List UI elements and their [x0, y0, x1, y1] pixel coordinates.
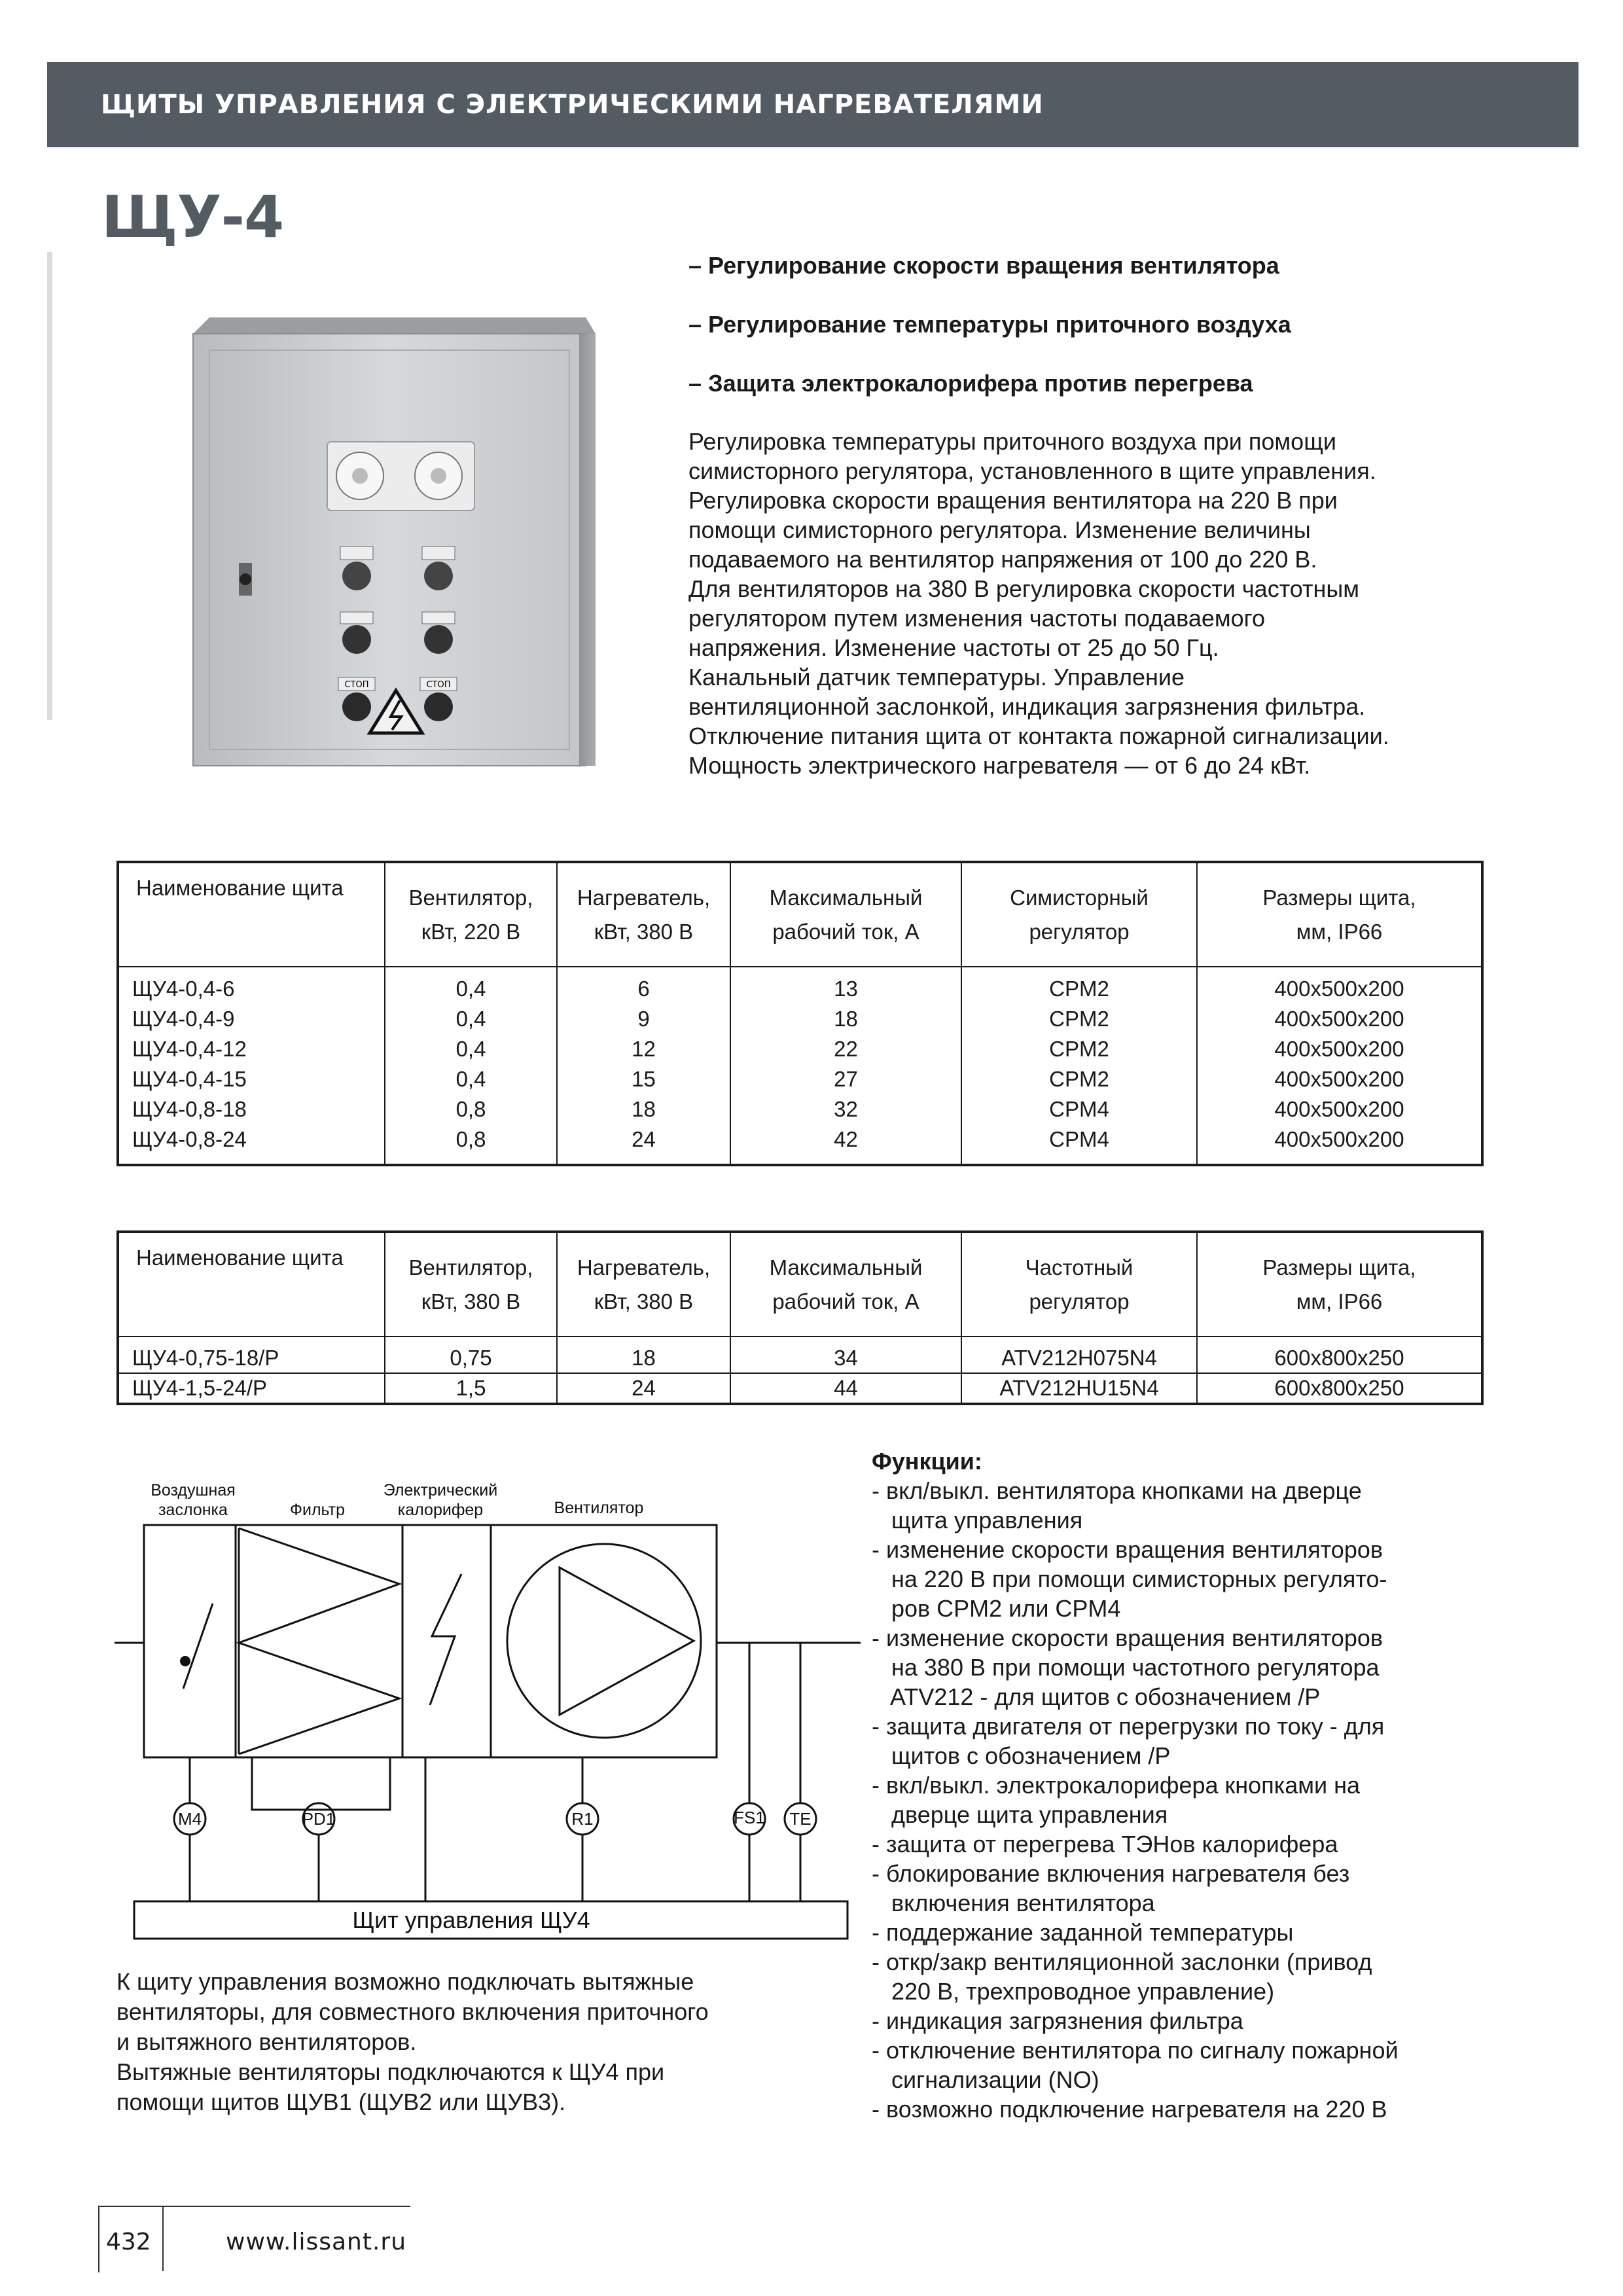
description-line: помощи симисторного регулятора. Изменение величины [688, 516, 1311, 543]
description-line: Канальный датчик температуры. Управление [688, 664, 1185, 691]
bullet-item: – Регулирование температуры приточного воздуха [688, 311, 1291, 338]
function-line: - изменение скорости вращения вентиляторов [872, 1536, 1383, 1563]
col-header-current: Максимальный рабочий ток, А [730, 862, 961, 967]
label-heater: калорифер [397, 1501, 484, 1519]
table-row: ЩУ4-0,8-24 0,8 24 42 CPM4 400x500x200 [118, 1124, 1482, 1165]
note-line: вентиляторы, для совместного включения приточного [116, 1998, 709, 2025]
table-row: ЩУ4-1,5-24/Р 1,5 24 44 ATV212HU15N4 600x800x250 [118, 1373, 1482, 1404]
spec-table-220v [116, 861, 1484, 1166]
description-line: регулятором путем изменения частоты подаваемого [688, 605, 1266, 632]
col-header-size: Размеры щита, мм, IP66 [1197, 1232, 1482, 1336]
table-header-row [118, 862, 1482, 967]
function-line: - поддержание заданной температуры [872, 1919, 1294, 1946]
damper-section [144, 1525, 236, 1757]
page-number: 432 [106, 2229, 151, 2255]
panel-label: Щит управления ЩУ4 [352, 1907, 590, 1933]
sensor-te: TE [789, 1809, 812, 1829]
function-line: на 220 В при помощи симисторных регулято- [872, 1566, 1387, 1592]
description-line: Мощность электрического нагревателя — от 6 до 24 кВт. [688, 752, 1311, 779]
bullet-item: – Регулирование скорости вращения вентилятора [688, 252, 1279, 279]
description-line: Регулировка скорости вращения вентилятора на 220 В при [688, 487, 1338, 514]
function-line: - блокирование включения нагревателя без [872, 1860, 1350, 1887]
col-header-heater: Нагреватель, кВт, 380 В [557, 862, 730, 967]
function-line: ATV212 - для щитов с обозначением /Р [872, 1683, 1321, 1710]
note-line: Вытяжные вентиляторы подключаются к ЩУ4 при [116, 2058, 665, 2085]
function-line: ров CPM2 или CPM4 [872, 1595, 1121, 1622]
description-line: Отключение питания щита от контакта пожарной сигнализации. [688, 723, 1389, 749]
col-header-heater: Нагреватель, кВт, 380 В [557, 1232, 730, 1336]
bullet-item: – Защита электрокалорифера против перегрева [688, 370, 1253, 397]
col-header-name: Наименование щита [118, 862, 385, 967]
stop-label-right: СТОП [426, 680, 451, 690]
function-line: - отключение вентилятора по сигналу пожарной [872, 2037, 1399, 2064]
description-line: симисторного регулятора, установленного в щите управления. [688, 457, 1376, 484]
sensor-m4: M4 [177, 1809, 202, 1829]
function-line: щита управления [872, 1507, 1083, 1534]
page-title: ЩУ-4 [101, 183, 284, 251]
spec-table-380v [116, 1230, 1484, 1405]
table-row: ЩУ4-0,4-15 0,4 15 27 CPM2 400x500x200 [118, 1064, 1482, 1094]
function-line: - защита двигателя от перегрузки по току - для [872, 1713, 1385, 1740]
table-row: ЩУ4-0,75-18/Р 0,75 18 34 ATV212H075N4 600x800x250 [118, 1336, 1482, 1373]
control-panel-photo [187, 298, 618, 769]
table-row: ЩУ4-0,4-12 0,4 12 22 CPM2 400x500x200 [118, 1034, 1482, 1064]
col-header-current: Максимальный рабочий ток, А [730, 1232, 961, 1336]
section-header [47, 62, 1578, 147]
table-row: ЩУ4-0,4-9 0,4 9 18 CPM2 400x500x200 [118, 1004, 1482, 1034]
label-fan: Вентилятор [554, 1499, 644, 1517]
function-line: - вкл/выкл. вентилятора кнопками на дверце [872, 1477, 1362, 1504]
function-line: 220 В, трехпроводное управление) [872, 1978, 1275, 2005]
feature-bullets [688, 250, 1552, 427]
description-line: напряжения. Изменение частоты от 25 до 50 Гц. [688, 634, 1219, 661]
col-header-fan: Вентилятор, кВт, 380 В [385, 1232, 557, 1336]
ventilation-schematic [115, 1460, 861, 1950]
website-link[interactable]: www.lissant.ru [226, 2229, 407, 2255]
sensor-fs1: FS1 [734, 1808, 765, 1827]
note-line: и вытяжного вентиляторов. [116, 2028, 417, 2055]
note-line: К щиту управления возможно подключать вытяжные [116, 1968, 694, 1995]
function-line: сигнализации (NO) [872, 2066, 1099, 2093]
side-decoration-line [47, 252, 52, 720]
col-header-fan: Вентилятор, кВт, 220 В [385, 862, 557, 967]
function-line: - защита от перегрева ТЭНов калорифера [872, 1831, 1338, 1857]
function-line: включения вентилятора [872, 1890, 1155, 1916]
label-damper: Воздушная [151, 1481, 236, 1499]
label-damper: заслонка [158, 1501, 228, 1519]
description-line: Для вентиляторов на 380 В регулировка скорости частотным [688, 575, 1359, 602]
table-row: ЩУ4-0,8-18 0,8 18 32 CPM4 400x500x200 [118, 1094, 1482, 1124]
function-line: - вкл/выкл. электрокалорифера кнопками на [872, 1772, 1361, 1799]
function-line: - возможно подключение нагревателя на 220 В [872, 2096, 1387, 2123]
sensor-pd1: PD1 [302, 1809, 336, 1829]
col-header-size: Размеры щита, мм, IP66 [1197, 862, 1482, 967]
table-header-row [118, 1232, 1482, 1336]
exhaust-note [116, 1967, 876, 2117]
function-line: - изменение скорости вращения вентиляторов [872, 1624, 1383, 1651]
col-header-regulator: Симисторный регулятор [961, 862, 1197, 967]
col-header-name: Наименование щита [118, 1232, 385, 1336]
function-line: - откр/закр вентиляционной заслонки (привод [872, 1948, 1372, 1975]
description-line: вентиляционной заслонкой, индикация загрязнения фильтра. [688, 693, 1366, 720]
fan-section [491, 1525, 717, 1757]
function-line: дверце щита управления [872, 1801, 1168, 1828]
functions-title: Функции: [872, 1448, 982, 1475]
stop-label-left: СТОП [344, 680, 369, 690]
description-line: подаваемого на вентилятор напряжения от 100 до 220 В. [688, 546, 1317, 573]
function-line: щитов с обозначением /Р [872, 1742, 1171, 1769]
footer-divider [162, 2206, 164, 2271]
section-title: ЩИТЫ УПРАВЛЕНИЯ С ЭЛЕКТРИЧЕСКИМИ НАГРЕВАТЕЛЯМИ [101, 90, 1044, 120]
filter-section [236, 1525, 402, 1757]
heater-section [402, 1525, 491, 1757]
col-header-regulator: Частотный регулятор [961, 1232, 1197, 1336]
sensor-r1: R1 [571, 1809, 594, 1829]
description-line: Регулировка температуры приточного воздуха при помощи [688, 428, 1336, 455]
function-line: на 380 В при помощи частотного регулятора [872, 1654, 1380, 1681]
note-line: помощи щитов ЩУВ1 (ЩУВ2 или ЩУВ3). [116, 2089, 566, 2115]
description-text [688, 427, 1539, 780]
functions-list [872, 1446, 1592, 2124]
table-row: ЩУ4-0,4-6 0,4 6 13 CPM2 400x500x200 [118, 967, 1482, 1004]
label-heater: Электрический [383, 1481, 498, 1499]
label-filter: Фильтр [290, 1501, 345, 1519]
function-line: - индикация загрязнения фильтра [872, 2007, 1243, 2034]
